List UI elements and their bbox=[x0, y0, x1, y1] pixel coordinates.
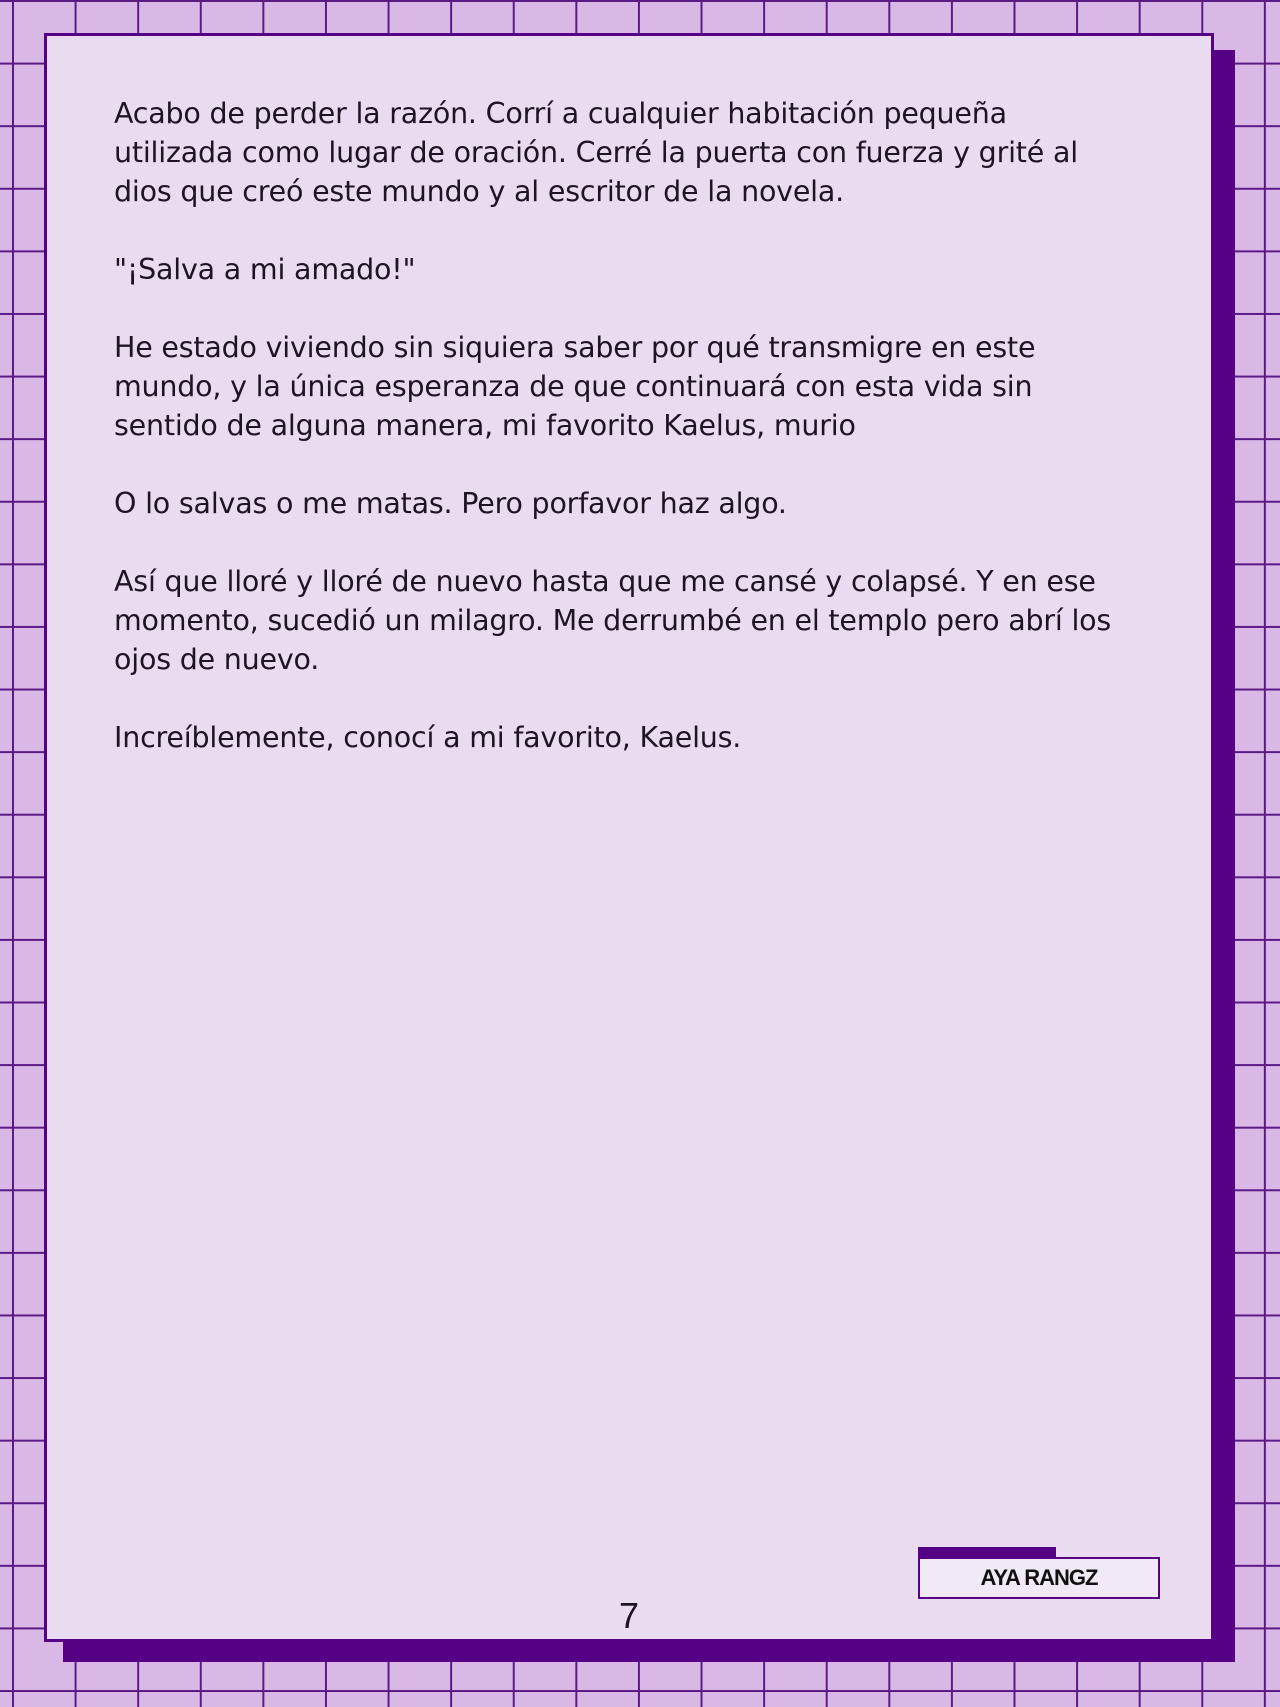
paragraph-3: He estado viviendo sin siquiera saber por qué transmigre en este mundo, y la única esperanza de que continuará con esta vida sin sentido de alguna manera, mi favorito Kaelus, murio bbox=[114, 331, 1036, 442]
paragraph-5: Así que lloré y lloré de nuevo hasta que me cansé y colapsé. Y en ese momento, sucedió un milagro. Me derrumbé en el templo pero abrí los ojos de nuevo. bbox=[114, 565, 1112, 676]
paragraph-2: "¡Salva a mi amado!" bbox=[114, 253, 416, 286]
paragraph-1: Acabo de perder la razón. Corrí a cualquier habitación pequeña utilizada como lugar de oración. Cerré la puerta con fuerza y grité al dios que creó este mundo y al escritor de la novela. bbox=[114, 97, 1078, 208]
body-text bbox=[114, 94, 1114, 796]
page-number: 7 bbox=[618, 1595, 640, 1636]
author-label: AYA RANGZ bbox=[918, 1557, 1160, 1599]
document-page bbox=[44, 33, 1214, 1642]
paragraph-4: O lo salvas o me matas. Pero porfavor haz algo. bbox=[114, 487, 787, 520]
paragraph-6: Increíblemente, conocí a mi favorito, Kaelus. bbox=[114, 721, 742, 754]
